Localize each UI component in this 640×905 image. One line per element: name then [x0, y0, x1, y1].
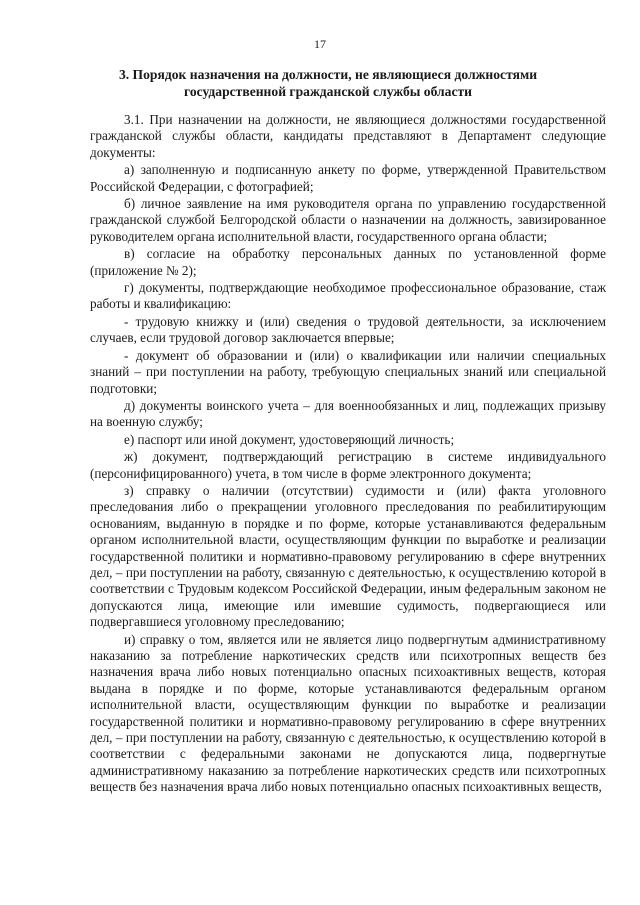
- paragraph-item-v: в) согласие на обработку персональных данных по установленной форме (приложение № 2);: [90, 246, 606, 278]
- paragraph-subitem-education: - документ об образовании и (или) о квалификации или наличии специальных знаний – при поступлении на работу, требующую специальных знаний или специальной подготовки;: [90, 347, 606, 396]
- paragraph-item-zh: ж) документ, подтверждающий регистрацию в системе индивидуального (персонифицированного) учета, в том числе в форме электронного документа;: [90, 449, 606, 481]
- page-number: 17: [314, 37, 326, 51]
- paragraph-item-e: е) паспорт или иной документ, удостоверяющий личность;: [124, 431, 455, 447]
- paragraph-3-1: 3.1. При назначении на должности, не являющиеся должностями государственной гражданской службы области, кандидаты представляют в Департамент следующие документы:: [90, 112, 606, 160]
- paragraph-item-z: з) справку о наличии (отсутствии) судимости и (или) факта уголовного преследования либо о прекращении уголовного преследования по реабилитирующим основаниям, выданную в порядке и по форме, которые устанавливаются федеральным органом исполнительной власти, осуществляющим функции по выработке и реализации государственной политики и нормативно-правовому регулированию в сфере внутренних дел, – при поступлении на работу, связанную с деятельностью, к осуществлению которой в соответствии с Трудовым кодексом Российской Федерации, иным федеральным законом не допускаются лица, имеющие или имевшие судимость, подвергающиеся или подвергавшиеся уголовному преследованию;: [90, 482, 606, 630]
- paragraph-subitem-labor-book: - трудовую книжку и (или) сведения о трудовой деятельности, за исключением случаев, если трудовой договор заключается впервые;: [90, 313, 606, 346]
- paragraph-item-g: г) документы, подтверждающие необходимое профессиональное образование, стаж работы и квалификацию:: [90, 280, 606, 312]
- paragraph-item-d: д) документы воинского учета – для военнообязанных и лиц, подлежащих призыву на военную службу;: [90, 397, 606, 430]
- paragraph-item-i: и) справку о том, является или не является лицо подвергнутым административному наказанию за потребление наркотических средств или психотропных веществ без назначения врача либо новых потенциально опасных психоактивных веществ, которая выдана в порядке и по форме, которые устанавливаются федеральным органом исполнительной власти, осуществляющим функции по выработке и реализации государственной политики и нормативно-правовому регулированию в сфере внутренних дел, – при поступлении на работу, связанную с деятельностью, к осуществлению которой в соответствии с федеральными законами не допускаются лица, подвергнутые административному наказанию за потребление наркотических средств или психотропных веществ без назначения врача либо новых потенциально опасных психоактивных веществ,: [90, 631, 606, 795]
- section-title: 3. Порядок назначения на должности, не являющиеся должностями государственной гражданской службы области: [118, 67, 538, 99]
- document-body: [90, 112, 606, 797]
- paragraph-item-b: б) личное заявление на имя руководителя органа по управлению государственной гражданской службой Белгородской области о назначении на должность, завизированное руководителем органа исполнительной власти, государственного органа области;: [90, 196, 606, 244]
- paragraph-item-a: а) заполненную и подписанную анкету по форме, утвержденной Правительством Российской Федерации, с фотографией;: [90, 162, 606, 194]
